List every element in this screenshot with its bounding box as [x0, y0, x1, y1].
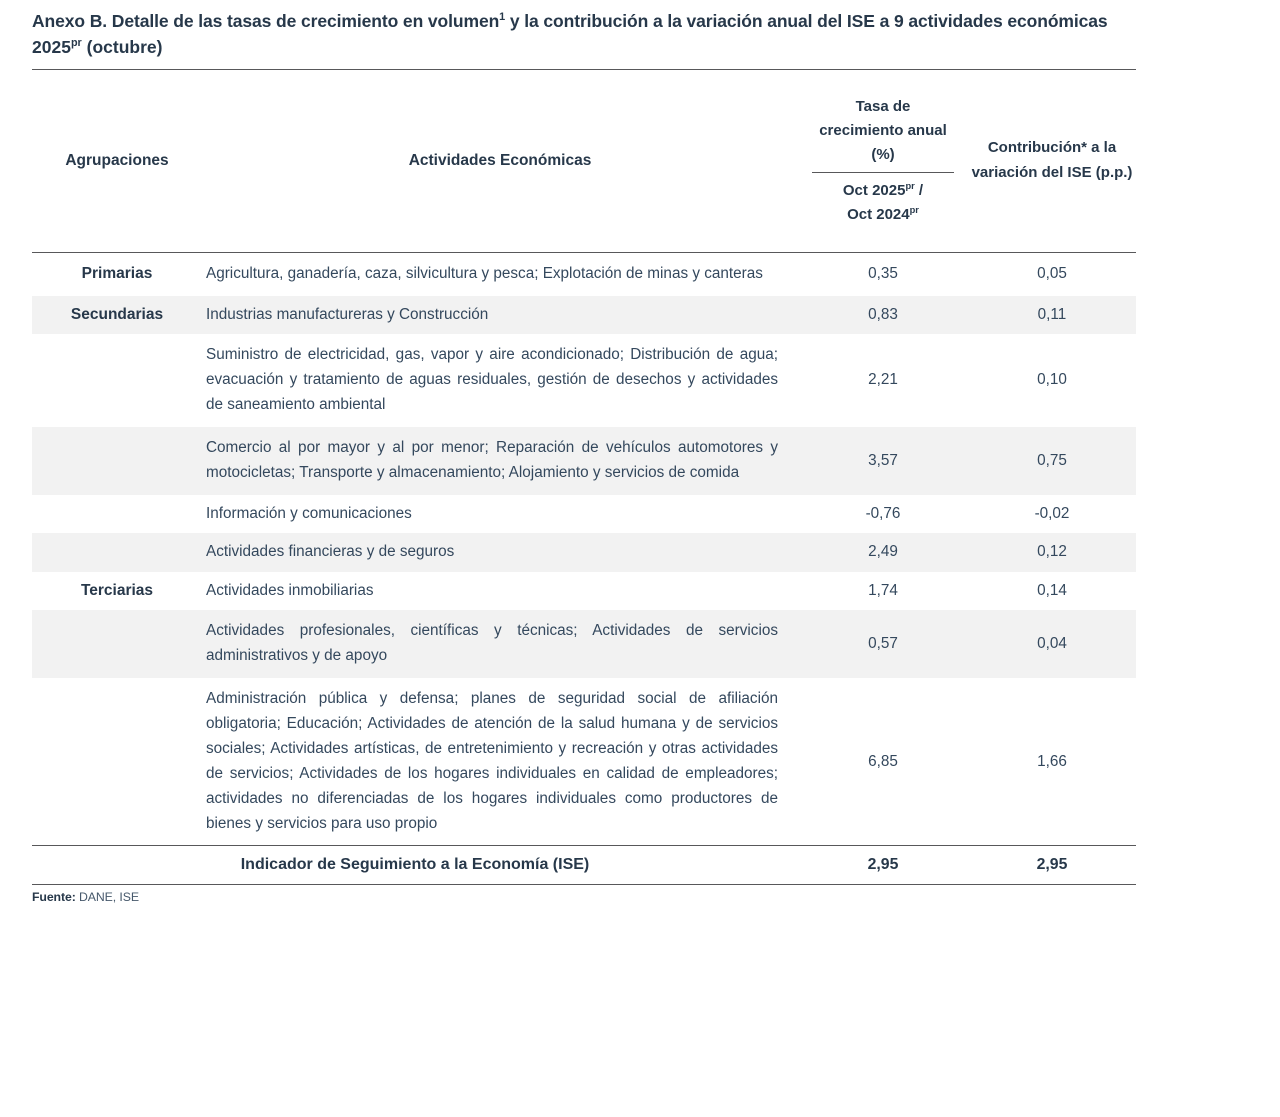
table-row: [32, 427, 1136, 495]
table-body: [32, 252, 1136, 885]
column-header-actividades: Actividades Económicas: [202, 69, 798, 252]
column-header-tasa-upper: Tasa de crecimiento anual (%): [819, 97, 947, 163]
table-header-row: [32, 69, 1136, 252]
row-rate-value: 6,85: [868, 752, 898, 770]
row-activity: Industrias manufactureras y Construcción: [202, 296, 798, 334]
column-header-contribucion: [968, 69, 1136, 252]
row-activity: Actividades profesionales, científicas y técnicas; Actividades de servicios administrativos y de apoyo: [202, 610, 798, 678]
row-rate-value: 1,74: [868, 581, 898, 599]
page-title: [32, 9, 1132, 34]
row-activity: Comercio al por mayor y al por menor; Reparación de vehículos automotores y motocicletas; Transporte y almacenamiento; Alojamiento y servicios de comida: [202, 427, 798, 495]
row-contribution-value: 0,12: [968, 533, 1136, 571]
footnote-marker-1: 1: [499, 11, 506, 24]
page-subtitle-year: 2025: [32, 36, 71, 57]
table-row: [32, 252, 1136, 295]
table-header: [32, 69, 1136, 252]
table-row: [32, 495, 1136, 533]
column-header-tasa-period: [833, 179, 933, 227]
table-row: [32, 610, 1136, 678]
row-activity: Suministro de electricidad, gas, vapor y aire acondicionado; Distribución de agua; evacuación y tratamiento de aguas residuales, gestión de desechos y actividades de saneamiento ambiental: [206, 346, 778, 413]
document-page: [32, 0, 1136, 904]
row-activity: Actividades inmobiliarias: [206, 581, 374, 599]
row-group-label: [32, 334, 202, 427]
table-total-row: [32, 846, 1136, 885]
row-contribution-value: 0,11: [968, 296, 1136, 334]
row-activity: Agricultura, ganadería, caza, silvicultura y pesca; Explotación de minas y canteras: [206, 264, 763, 282]
period-separator: /: [914, 181, 924, 199]
row-group-label: [32, 678, 202, 846]
row-group-label: Primarias: [81, 265, 153, 283]
row-group-label-terciarias: Terciarias: [80, 581, 154, 599]
annex-table-wrapper: [32, 69, 1136, 886]
table-row: [32, 334, 1136, 427]
row-activity: Actividades financieras y de seguros: [202, 533, 798, 571]
source-note: [32, 890, 1136, 904]
row-rate-value: 2,49: [798, 533, 968, 571]
header-divider-rule: [812, 172, 954, 173]
row-contribution-value: 0,05: [1037, 265, 1067, 283]
row-rate-value: 0,83: [798, 296, 968, 334]
row-group-label: [32, 427, 202, 495]
row-group-label: Secundarias: [32, 296, 202, 334]
column-header-contribucion-text: Contribución* a la variación del ISE (p.p.): [971, 139, 1133, 181]
period-current: Oct 2025: [842, 181, 906, 199]
row-contribution-value: 1,66: [1037, 752, 1067, 770]
period-current-marker: pr: [905, 180, 915, 191]
page-subtitle: [32, 35, 1136, 60]
row-contribution-value: 0,14: [1037, 581, 1067, 599]
row-contribution-value: 0,04: [968, 610, 1136, 678]
row-group-label: [32, 610, 202, 678]
column-header-tasa-crecimiento: [798, 69, 968, 252]
annex-b-table: [32, 69, 1136, 886]
source-label: Fuente:: [32, 890, 76, 905]
row-contribution-value: -0,02: [1034, 504, 1070, 522]
provisional-marker: pr: [70, 37, 82, 50]
table-row: [32, 296, 1136, 334]
page-title-text-b: y la contribución a la variación anual del ISE a 9 actividades económicas: [505, 11, 1108, 31]
row-activity: Administración pública y defensa; planes de seguridad social de afiliación obligatoria; Educación; Actividades de atención de la salud humana y de servicios sociales; Actividades artísticas, de entretenimiento y recreación y otras actividades de servicios; Actividades de los hogares individuales en calidad de empleadores; actividades no diferenciadas de los hogares individuales como productores de bienes y servicios para uso propio: [206, 689, 778, 832]
total-rate-value: 2,95: [798, 846, 968, 885]
row-rate-value: 0,35: [868, 265, 898, 283]
row-rate-value: 2,21: [868, 371, 898, 389]
row-rate-value: 3,57: [798, 427, 968, 495]
column-header-agrupaciones: Agrupaciones: [32, 69, 202, 252]
page-subtitle-month: (octubre): [81, 36, 163, 57]
period-previous-marker: pr: [909, 204, 919, 215]
table-row: [32, 572, 1136, 610]
page-title-text-a: Anexo B. Detalle de las tasas de crecimiento en volumen: [32, 11, 500, 31]
row-rate-value: 0,57: [798, 610, 968, 678]
period-previous: Oct 2024: [847, 205, 910, 223]
table-row: [32, 533, 1136, 571]
total-label: Indicador de Seguimiento a la Economía (ISE): [32, 846, 798, 885]
row-group-label: [32, 533, 202, 571]
title-block: [32, 0, 1136, 60]
table-row: [32, 678, 1136, 846]
row-contribution-value: 0,10: [1037, 371, 1067, 389]
row-group-label: [32, 495, 202, 533]
row-rate-value: -0,76: [865, 504, 901, 522]
source-value: DANE, ISE: [75, 890, 139, 905]
row-activity: Información y comunicaciones: [206, 504, 412, 522]
row-contribution-value: 0,75: [968, 427, 1136, 495]
total-contribution-value: 2,95: [968, 846, 1136, 885]
